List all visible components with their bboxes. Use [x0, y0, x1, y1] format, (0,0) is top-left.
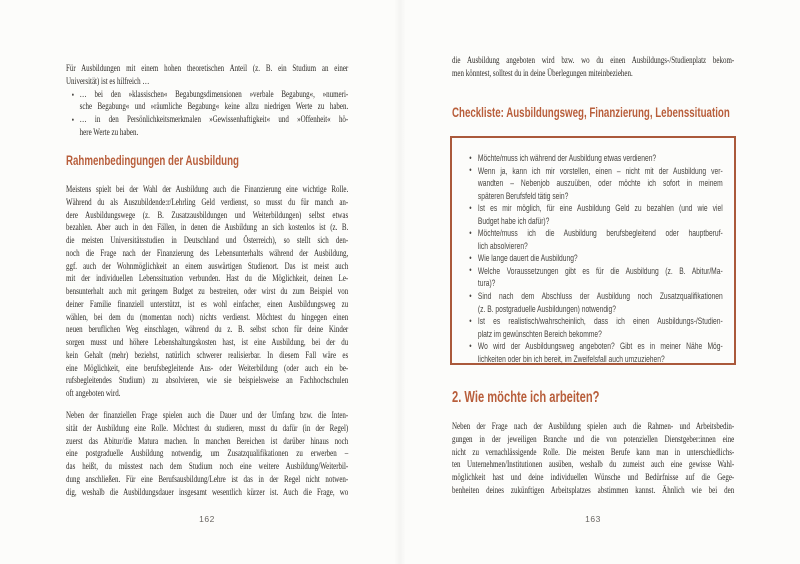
text-line: ggf. auch der Wohnmöglichkeit an einem auswärtigen Studienort. Das ist meist auch	[66, 260, 349, 272]
checklist-line: Budget habe ich dafür)?	[477, 215, 550, 226]
left-intro-paragraph	[66, 63, 348, 140]
left-paragraph-financing	[66, 184, 348, 401]
text-line: Während du als Auszubildende:r/Lehrling Geld verdienst, so musst du für manch an-	[66, 196, 349, 208]
text-line: zuerst das Abitur/die Matura machen. In manchen Bereichen ist darüber hinaus noch	[66, 435, 349, 447]
checklist-line: platz im gewünschten Bereich bekomme?	[477, 328, 602, 339]
checklist-line: • Möchte/muss ich während der Ausbildung etwas verdienen?	[478, 152, 723, 165]
checklist-line: • Welche Voraussetzungen gibt es für die Ausbildung (z. B. Abitur/Ma-	[478, 265, 723, 278]
text-line: • … bei den »klassischen« Begabungsdimensionen »verbale Begabung«, »numeri-	[80, 89, 349, 102]
checklist-line: lichkeiten oder bin ich bereit, im Zweifelsfall auch umzuziehen?	[477, 353, 665, 364]
text-line: Neben der Frage nach der Ausbildung spielen auch die Rahmen- und Arbeitsbedin-	[452, 421, 735, 432]
text-line: sche Begabung« und »räumliche Begabung« keine allzu niedrigen Werte zu haben.	[79, 101, 349, 113]
text-line: eine Möglichkeit, eine berufsbegleitende Aus- oder Weiterbildung (oder auch ein be-	[66, 362, 349, 374]
text-line: gungen in der jeweiligen Branche und die von potenziellen Dienstgeber:innen eine	[452, 433, 735, 445]
text-line: möglichkeit hast und deine individuellen Wünsche und Bedürfnisse auf die Gege-	[452, 472, 735, 483]
left-page-number: 162	[199, 514, 215, 524]
text-line: wählen, bei dem du (momentan noch) nichts verdienst. Möchtest du hingegen einen	[66, 311, 349, 323]
text-line: kein Gehalt (mehr) beziehst, natürlich schwerer realisierbar. In diesem Fall wäre es	[66, 349, 349, 361]
right-paragraph-work	[452, 421, 734, 498]
text-line: dung anschließen. Für eine Berufsausbildung/Lehre ist das in der Regel nicht notwen-	[66, 473, 349, 485]
checklist-line: (z. B. postgraduelle Ausbildungen) notwendig?	[477, 303, 616, 314]
right-page-number: 163	[585, 514, 601, 524]
text-line: bezahlen. Aber auch in den Fällen, in denen die Ausbildung an sich kostenlos ist (z. B.	[66, 222, 349, 234]
text-line: nicht zu vernachlässigende Rolle. Die meisten Berufe kann man in unterschiedlichs-	[452, 446, 735, 458]
checklist-line: • Wie lange dauert die Ausbildung?	[478, 252, 723, 265]
text-line: Für Ausbildungen mit einem hohen theoretischen Anteil (z. B. ein Studium an einer	[66, 63, 349, 74]
text-line: oft angeboten wird.	[66, 388, 121, 399]
checklist-line: • Ist es realistisch/wahrscheinlich, dass ich einen Ausbildungs-/Studien-	[478, 315, 723, 328]
text-line: die Ausbildung angeboten wird bzw. wo du einen Ausbildungs-/Studienplatz bekom-	[452, 55, 735, 66]
text-line: sität der Ausbildung eine Rolle. Möchtest du studieren, musst du dafür (in der Regel)	[66, 422, 349, 434]
text-line: noch die Frage nach der Finanzierung des Lebensunterhalts während der Ausbildung,	[66, 247, 349, 259]
checklist-line: späteren Berufsfeld tätig sein?	[477, 190, 569, 201]
checklist-line: lich absolvieren?	[477, 240, 528, 251]
checklist-line: • Möchte/muss ich die Ausbildung berufsbegleitend oder hauptberuf-	[478, 227, 723, 240]
text-line: sorgen musst und höhere Lebenshaltungskosten hast, ist eine Ausbildung, bei der du	[66, 337, 349, 348]
text-line: bensunterhalt auch mit geringem Budget zu bestreiten, oder wirst du zum Beispiel von	[66, 286, 349, 297]
text-line: mit der individuellen Lebenssituation verbunden. Hast du die Möglichkeit, deinen Le-	[66, 273, 349, 285]
text-line: dere Ausbildungswege (z. B. Zusatzausbildungen und Weiterbildungen) selbst etwas	[66, 209, 349, 221]
checklist-line: tura)?	[477, 278, 496, 289]
text-line: benheiten deines zukünftigen Arbeitsplatzes abstimmen kannst. Ähnlich wie bei den	[452, 484, 735, 496]
checklist-line: • Wenn ja, kann ich mir vorstellen, einen – nicht mit der Ausbildung ver-	[478, 165, 723, 178]
text-line: deiner Familie finanziell unterstützt, ist es wohl einfacher, einen Ausbildungsweg zu	[66, 298, 349, 310]
left-section-heading: Rahmenbedingungen der Ausbildung	[66, 153, 239, 168]
left-paragraph-duration	[66, 410, 348, 499]
text-line: ten Unternehmen/Institutionen ausüben, weshalb du zumeist auch eine gewisse Wahl-	[452, 459, 735, 471]
text-line: Meistens spielt bei der Wahl der Ausbildung auch die Finanzierung eine wichtige Rolle.	[66, 184, 349, 195]
text-line: Neben der finanziellen Frage spielen auch die Dauer und der Umfang bzw. die Inten-	[66, 410, 349, 421]
page-gutter-shadow	[394, 0, 406, 564]
checklist-heading: Checkliste: Ausbildungsweg, Finanzierung, Lebenssituation	[452, 105, 730, 120]
checklist	[452, 138, 733, 365]
text-line: men könntest, solltest du in deine Überlegungen miteinbeziehen.	[452, 67, 633, 79]
checklist-line: • Sind nach dem Abschluss der Ausbildung noch Zusatzqualifikationen	[478, 290, 723, 303]
text-line: Universität) ist es hilfreich …	[66, 75, 150, 87]
checklist-line: wandten – Nebenjob auszuüben, oder möchte ich sofort in meinem	[477, 178, 723, 189]
checklist-line: • Wo wird der Ausbildungsweg angeboten? Gibt es in meiner Nähe Mög-	[478, 340, 723, 353]
text-line: das heißt, du müsstest nach dem Studium noch eine weitere Ausbildung/Weiterbil-	[66, 461, 349, 472]
text-line: neuen beruflichen Weg einschlagen, während du z. B. selbst schon für deine Kinder	[66, 324, 349, 336]
text-line: rufsbegleitendes Studium) zu absolvieren, wie sie beispielsweise an Fachhochschulen	[66, 375, 349, 387]
text-line: here Werte zu haben.	[79, 126, 139, 138]
checklist-line: • Ist es mir möglich, für eine Ausbildung Geld zu bezahlen (und wie viel	[478, 202, 723, 215]
text-line: dig, weshalb die Ausbildungsdauer insgesamt wesentlich kürzer ist. Auch die Frage, wo	[66, 486, 349, 498]
text-line: • … in den Persönlichkeitsmerkmalen »Gewissenhaftigkeit« und »Offenheit« hö-	[80, 114, 349, 127]
section-2-heading: 2. Wie möchte ich arbeiten?	[452, 389, 600, 406]
text-line: eine postgraduelle Ausbildung notwendig, um Zusatzqualifikationen zu erwerben –	[66, 448, 349, 460]
right-paragraph-continuation	[452, 55, 734, 81]
checklist-box	[450, 136, 736, 365]
text-line: die meisten Universitätsstudien in Deutschland und Österreich), so stellt sich den-	[66, 235, 349, 246]
